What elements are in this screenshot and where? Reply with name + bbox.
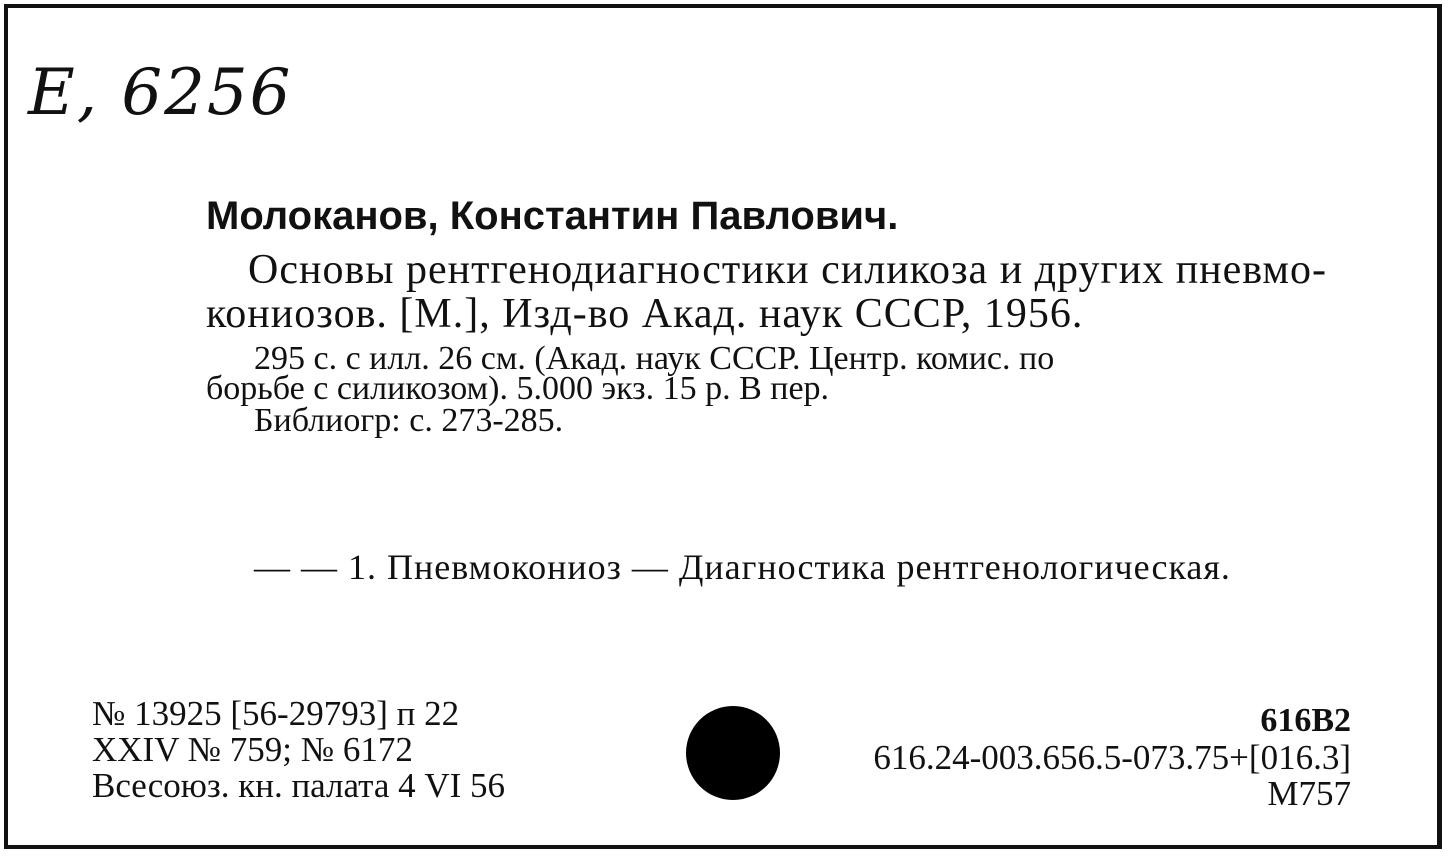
description-line-2: борьбе с силикозом). 5.000 экз. 15 р. В пер. [206,370,830,407]
registry-number: № 13925 [56-29793] п 22 [92,694,460,733]
title-line-1: Основы рентгенодиагностики силикоза и других пневмо- [248,247,1327,293]
description-line-1: 295 с. с илл. 26 см. (Акад. наук СССР. Центр. комис. по [254,340,1055,377]
bibliography-note: Библиогр: с. 273-285. [254,402,564,439]
subject-heading: — — 1. Пневмокониоз — Диагностика рентгенологическая. [254,547,1231,587]
registry-chamber: Всесоюз. кн. палата 4 VI 56 [92,766,506,805]
title-line-2: кониозов. [М.], Изд-во Акад. наук СССР, 1956. [206,291,1084,337]
handwritten-call-number: Е, 6256 [28,56,293,130]
udc-index: 616.24-003.656.5-073.75+[016.3] [873,738,1351,777]
card-punch-hole [686,706,780,800]
author-heading: Молоканов, Константин Павлович. [206,194,899,238]
catalog-card [4,4,1442,849]
author-mark: М757 [1267,774,1351,813]
registry-series: XXIV № 759; № 6172 [92,730,413,769]
classification-code: 616В2 [1260,702,1351,739]
